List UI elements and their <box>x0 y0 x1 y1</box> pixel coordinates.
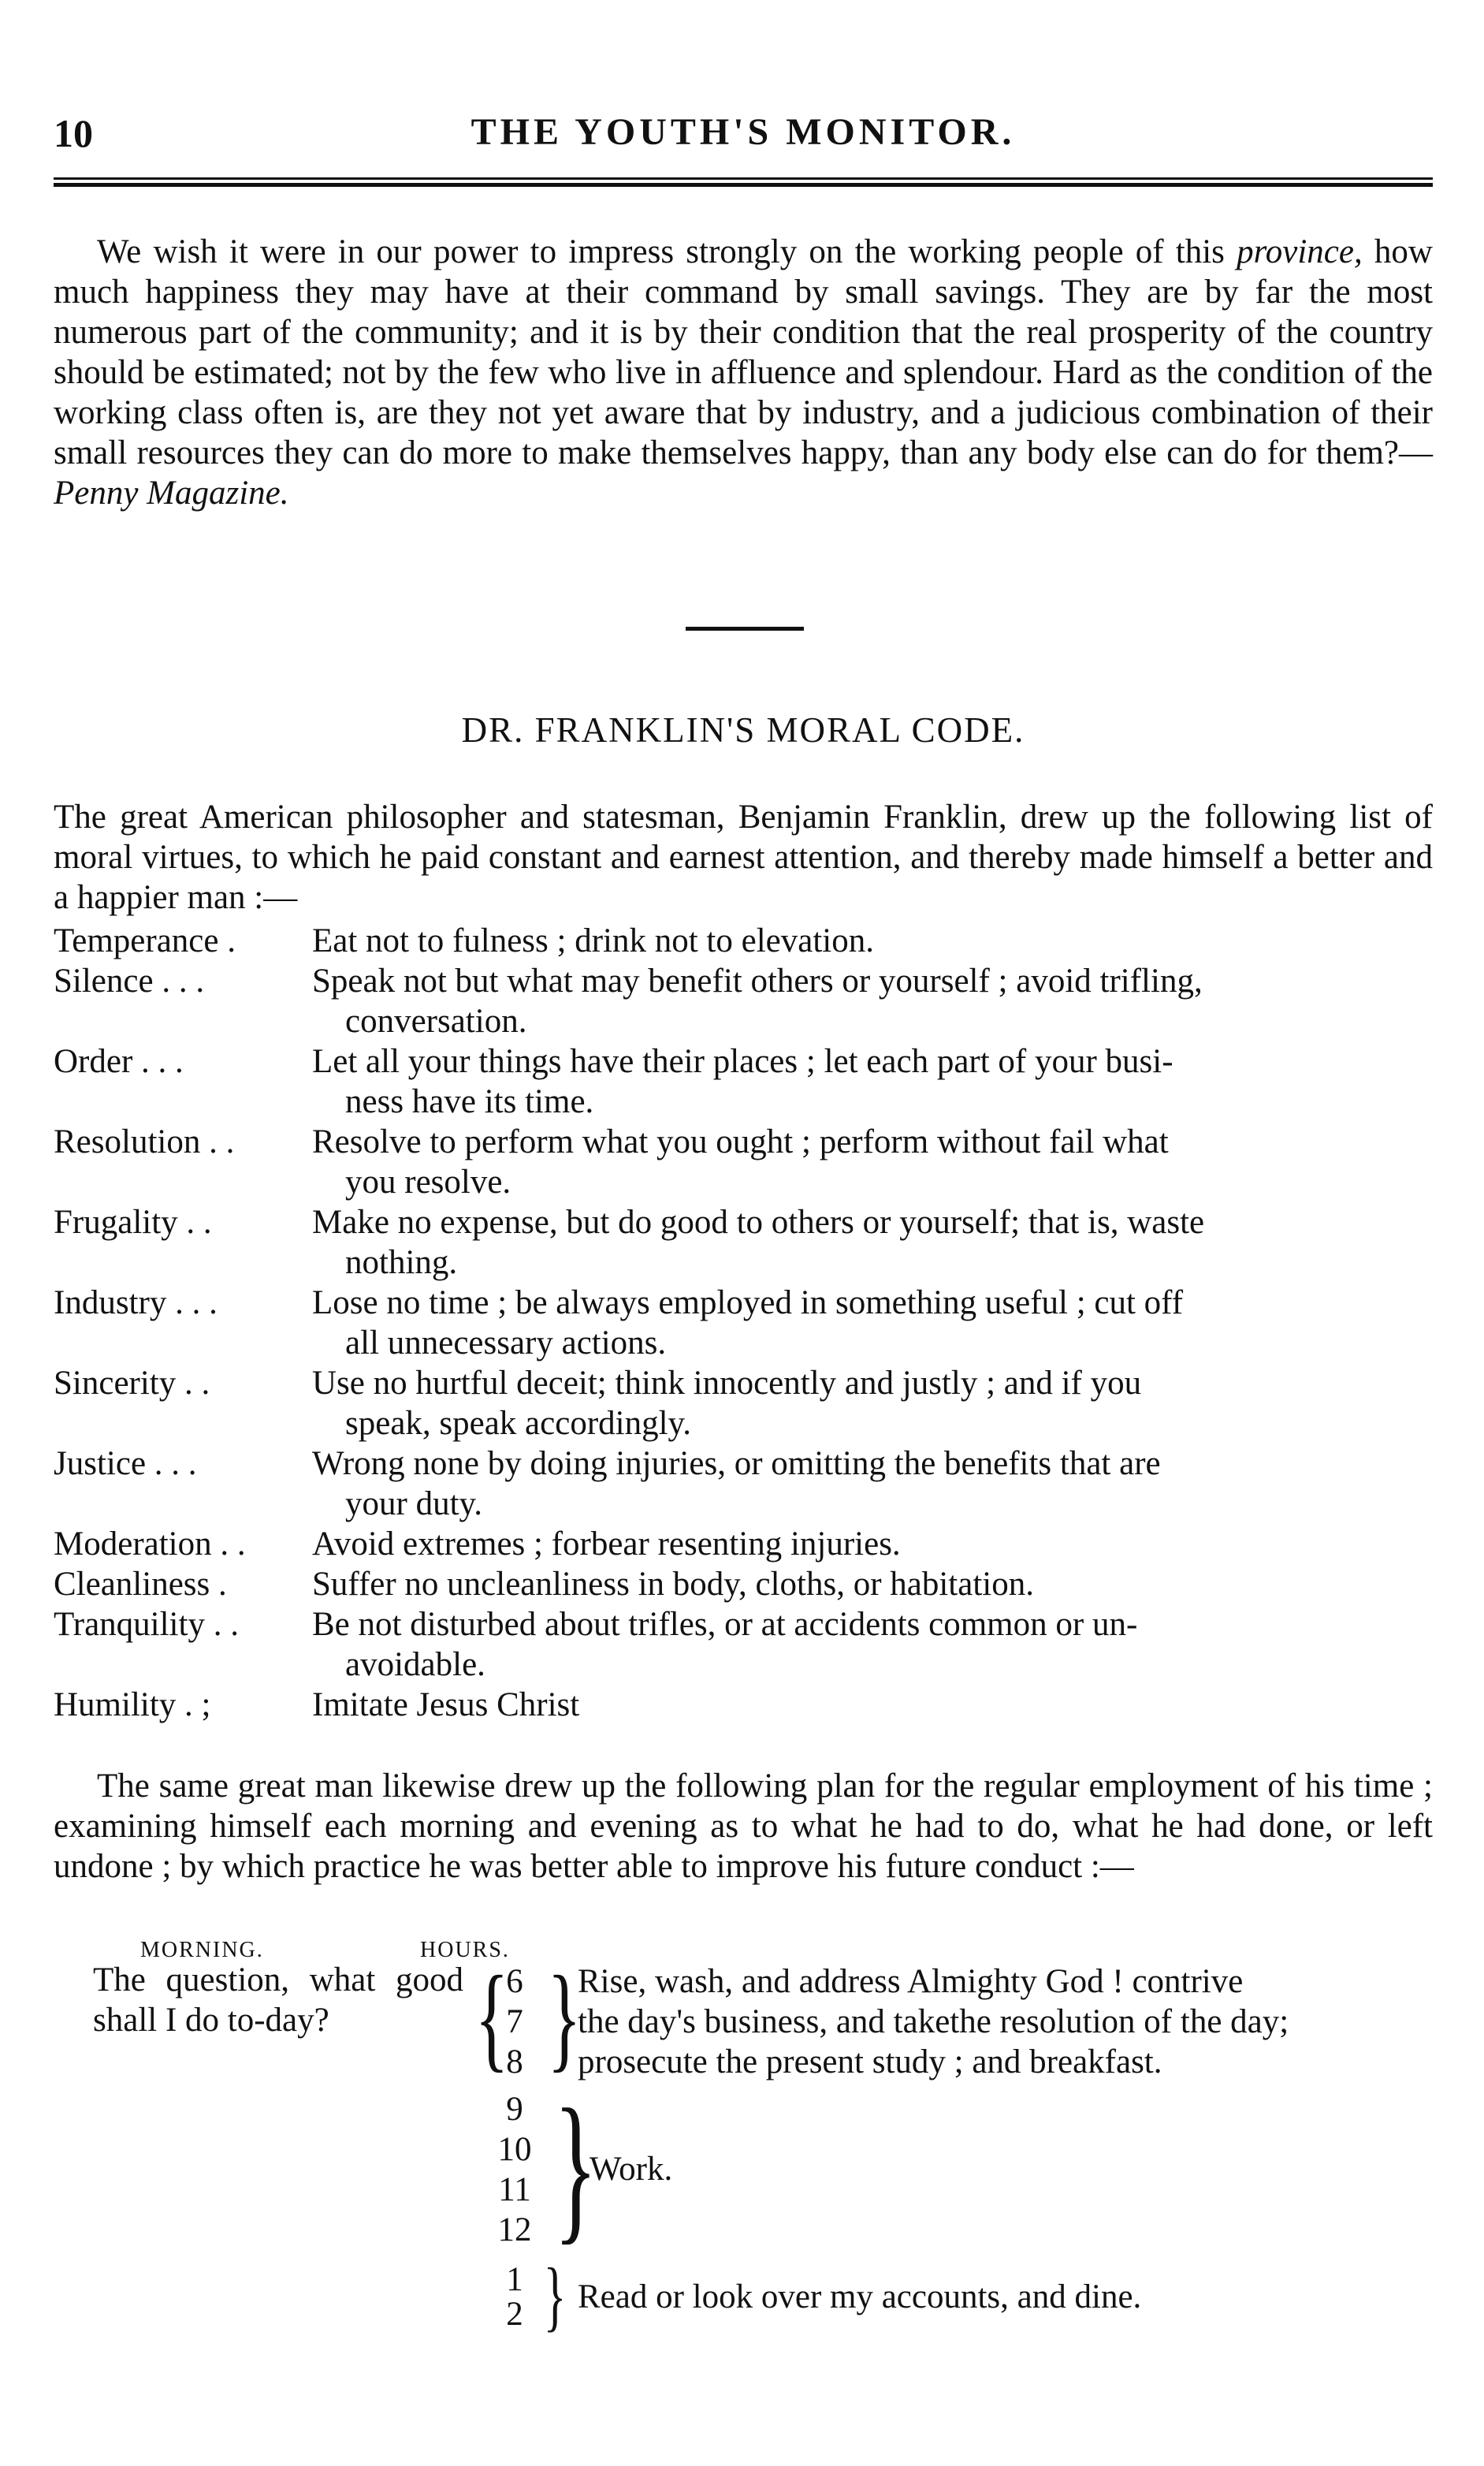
virtue-precept-continuation: your duty. <box>345 1485 482 1522</box>
intro-text-part2: how much happiness they may have at their command by small savings. They are by far the most numerous part of the community; and it is by their condition that the real prosperity of the country should be estimated; not by the few who live in affluence and splendour. Hard as the condition of the working class often is, are they not yet aware that by industry, and a judicious combination of their small resources they can do more to make themselves happy, than any body else can do for them?— <box>54 233 1433 471</box>
dine-line: Read or look over my accounts, and dine. <box>578 2278 1142 2315</box>
right-brace: } <box>547 1952 582 2083</box>
virtue-name: Resolution . . <box>54 1123 235 1160</box>
virtue-precept <box>312 1363 1433 1443</box>
virtue-precept-text: Imitate Jesus Christ <box>312 1686 580 1723</box>
virtue-row <box>54 921 1433 961</box>
intro-source: Penny Magazine. <box>54 475 289 512</box>
hour-label: 2 <box>506 2296 523 2333</box>
virtue-precept-text: Wrong none by doing injuries, or omitting the benefits that are <box>312 1445 1161 1482</box>
virtue-precept-continuation: conversation. <box>345 1003 527 1040</box>
hour-label: 1 <box>506 2261 523 2298</box>
virtue-name: Order . . . <box>54 1043 184 1080</box>
virtue-precept-text: Be not disturbed about trifles, or at accidents common or un- <box>312 1606 1138 1643</box>
virtue-precept-text: Avoid extremes ; forbear resenting injuries. <box>312 1525 901 1563</box>
hours-heading: HOURS. <box>420 1938 510 1962</box>
virtue-precept-continuation: you resolve. <box>345 1164 511 1201</box>
intro-text-part1: We wish it were in our power to impress strongly on the working people of this <box>97 233 1237 270</box>
virtue-row <box>54 1202 1433 1283</box>
hour-label: 12 <box>497 2211 532 2248</box>
virtue-row <box>54 1122 1433 1202</box>
virtue-precept <box>312 921 1433 961</box>
virtue-precept <box>312 1564 1433 1604</box>
hour-label: 7 <box>506 2003 523 2040</box>
virtue-precept-text: Use no hurtful deceit; think innocently and justly ; and if you <box>312 1365 1142 1402</box>
work-label: Work. <box>590 2151 673 2188</box>
rise-line: the day's business, and takethe resolution of the day; <box>578 2003 1289 2040</box>
virtue-precept-continuation: ness have its time. <box>345 1083 594 1120</box>
virtue-name: Cleanliness . <box>54 1566 227 1603</box>
morning-question: The question, what good shall I do to-day? <box>93 1961 463 2039</box>
virtue-precept <box>312 1524 1433 1564</box>
virtue-precept <box>312 961 1433 1041</box>
virtue-precept <box>312 1443 1433 1524</box>
virtue-precept-text: Eat not to fulness ; drink not to elevation. <box>312 922 874 959</box>
hour-label: 11 <box>498 2171 531 2208</box>
virtue-precept <box>312 1122 1433 1202</box>
virtue-name: Tranquility . . <box>54 1606 239 1643</box>
virtue-precept-text: Resolve to perform what you ought ; perform without fail what <box>312 1123 1169 1160</box>
rise-line: Rise, wash, and address Almighty God ! contrive <box>578 1963 1244 2000</box>
virtue-precept-continuation: nothing. <box>345 1244 458 1281</box>
intro-province: province, <box>1237 233 1363 270</box>
virtue-precept <box>312 1283 1433 1363</box>
virtue-row <box>54 1524 1433 1564</box>
virtue-precept-text: Let all your things have their places ; let each part of your busi- <box>312 1043 1173 1080</box>
virtue-name: Silence . . . <box>54 963 205 1000</box>
virtue-precept-text: Make no expense, but do good to others or yourself; that is, waste <box>312 1204 1205 1241</box>
header-double-rule <box>54 177 1433 187</box>
work-brace: } <box>553 2076 598 2259</box>
plan-paragraph <box>54 1766 1433 1887</box>
virtue-name: Industry . . . <box>54 1284 218 1321</box>
code-intro-text: The great American philosopher and statesman, Benjamin Franklin, drew up the following list of moral virtues, to which he paid constant and earnest attention, and thereby made himself a better and a happier man :— <box>54 799 1433 916</box>
virtue-name: Humility . ; <box>54 1686 211 1723</box>
virtue-precept-text: Lose no time ; be always employed in something useful ; cut off <box>312 1284 1184 1321</box>
virtue-list <box>54 921 1433 1725</box>
virtue-name: Moderation . . <box>54 1525 246 1563</box>
virtue-row <box>54 1604 1433 1685</box>
virtue-precept <box>312 1202 1433 1283</box>
virtue-precept <box>312 1685 1433 1725</box>
virtue-row <box>54 1283 1433 1363</box>
virtue-name: Frugality . . <box>54 1204 212 1241</box>
hour-label: 9 <box>506 2091 523 2128</box>
plan-text: The same great man likewise drew up the following plan for the regular employment of his time ; examining himself each morning and evening as to what he had to do, what he had done, or left undone ; by which practice he was better able to improve his future conduct :— <box>54 1768 1433 1885</box>
rise-line: prosecute the present study ; and breakfast. <box>578 2043 1162 2080</box>
morning-heading: MORNING. <box>140 1938 264 1962</box>
virtue-precept-continuation: speak, speak accordingly. <box>345 1405 691 1442</box>
virtue-precept-text: Speak not but what may benefit others or yourself ; avoid trifling, <box>312 963 1203 1000</box>
section-divider <box>686 627 804 631</box>
virtue-name: Temperance . <box>54 922 236 959</box>
virtue-precept <box>312 1604 1433 1685</box>
section-title: DR. FRANKLIN'S MORAL CODE. <box>461 710 1025 750</box>
left-brace: { <box>474 1952 509 2083</box>
code-intro-paragraph <box>54 797 1433 918</box>
daily-schedule <box>54 1930 1433 2340</box>
virtue-precept-continuation: all unnecessary actions. <box>345 1324 667 1362</box>
hour-label: 10 <box>497 2131 532 2168</box>
intro-paragraph <box>54 232 1433 513</box>
page-number: 10 <box>54 111 93 155</box>
virtue-precept-continuation: avoidable. <box>345 1646 485 1683</box>
virtue-name: Justice . . . <box>54 1445 197 1482</box>
running-title: THE YOUTH'S MONITOR. <box>470 111 1016 153</box>
hour-label: 8 <box>506 2043 523 2080</box>
virtue-name: Sincerity . . <box>54 1365 210 1402</box>
virtue-row <box>54 1564 1433 1604</box>
virtue-precept-text: Suffer no uncleanliness in body, cloths, or habitation. <box>312 1566 1034 1603</box>
virtue-row <box>54 961 1433 1041</box>
virtue-row <box>54 1443 1433 1524</box>
hour-label: 6 <box>506 1963 523 2000</box>
virtue-precept <box>312 1041 1433 1122</box>
virtue-row <box>54 1685 1433 1725</box>
virtue-row <box>54 1041 1433 1122</box>
running-head <box>54 110 1433 158</box>
virtue-row <box>54 1363 1433 1443</box>
dine-brace: } <box>543 2252 567 2339</box>
